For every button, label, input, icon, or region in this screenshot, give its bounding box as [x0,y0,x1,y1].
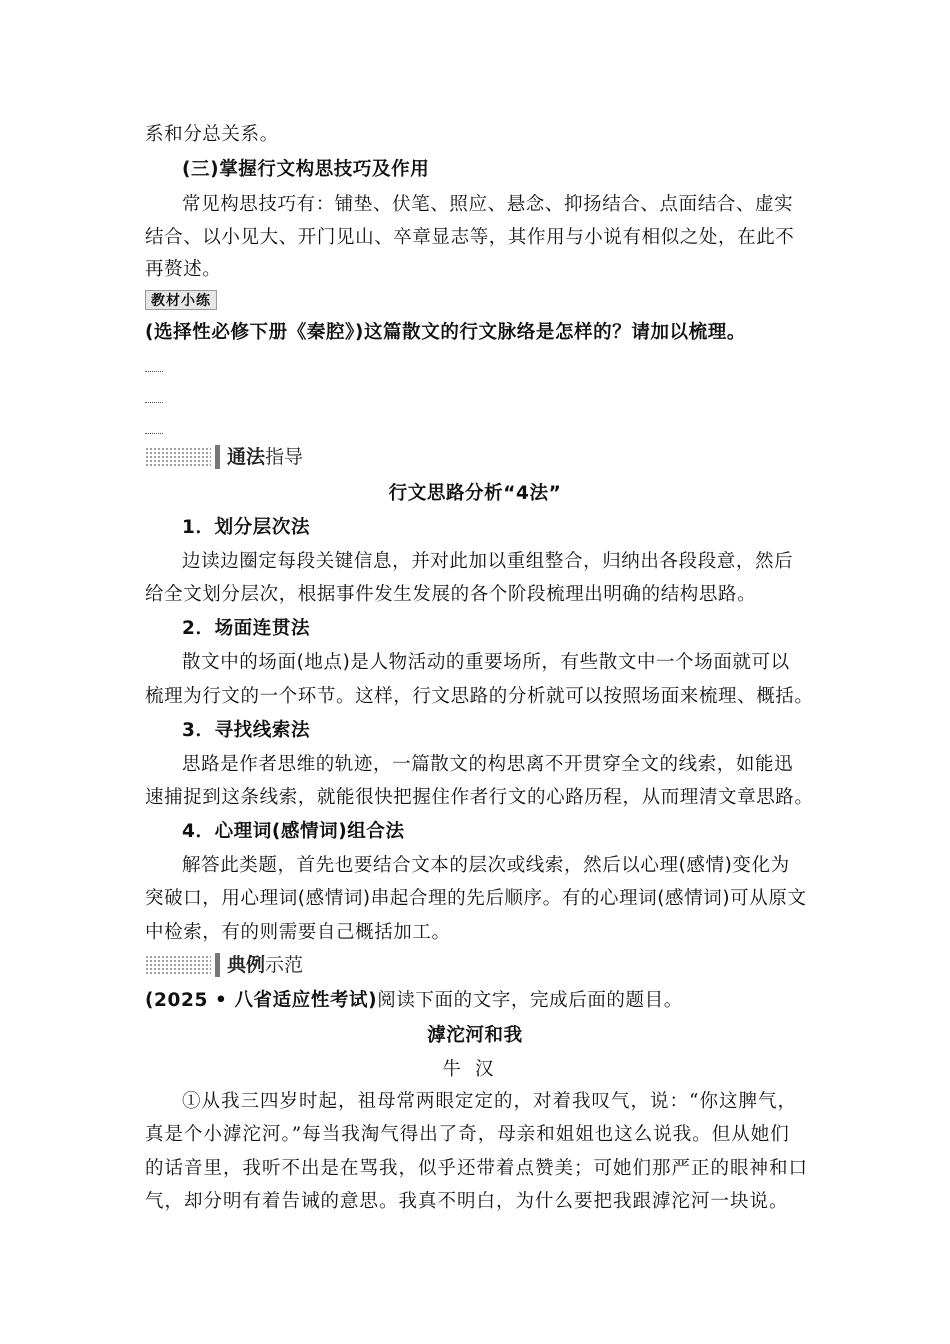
heading-three: (三)掌握行文构思技巧及作用 [182,159,430,180]
essay-line: 真是个小滹沱河。”每当我淘气得出了奇，母亲和姐姐也这么说我。但从她们 [145,1124,790,1145]
text-line: 速捕捉到这条线索，就能很快把握住作者行文的心路历程，从而理清文章思路。 [145,787,814,808]
section-dot-pattern [145,447,211,467]
answer-blank-line [145,433,163,434]
exercise-tag: 教材小练 [145,290,217,310]
method-3-title: 3．寻找线索法 [182,720,311,741]
essay-line: 气，却分明有着告诫的意思。我真不明白，为什么要把我跟滹沱河一块说。 [145,1191,789,1212]
section-title: 通法指导 [227,446,304,468]
answer-blank-line [145,371,163,372]
essay-line: 的话音里，我听不出是在骂我，似乎还带着点赞美；可她们那严正的眼神和口 [145,1158,809,1179]
answer-blank-line [145,402,163,403]
exercise-question: (选择性必修下册《秦腔》)这篇散文的行文脉络是怎样的？请加以梳理。 [145,322,746,343]
text-line: 系和分总关系。 [145,124,279,145]
method-1-title: 1．划分层次法 [182,517,311,538]
essay-line: ①从我三四岁时起，祖母常两眼定定的，对着我叹气，说：“你这脾气， [182,1091,797,1112]
essay-author: 牛汉 [442,1059,508,1080]
text-line: 常见构思技巧有：铺垫、伏笔、照应、悬念、抑扬结合、点面结合、虚实 [182,194,794,215]
text-line: 给全文划分层次，根据事件发生发展的各个阶段梳理出明确的结构思路。 [145,584,757,605]
method-subtitle: 行文思路分析“4法” [388,483,562,504]
text-line: 边读边圈定每段关键信息，并对此加以重组整合，归纳出各段段意，然后 [182,551,794,572]
method-2-title: 2．场面连贯法 [182,618,311,639]
text-line: 结合、以小见大、开门见山、卒章显志等，其作用与小说有相似之处，在此不 [145,227,795,248]
essay-title: 滹沱河和我 [427,1025,523,1046]
text-line: 散文中的场面(地点)是人物活动的重要场所，有些散文中一个场面就可以 [182,652,790,673]
text-line: 中检索，有的则需要自己概括加工。 [145,922,451,943]
method-4-title: 4．心理词(感情词)组合法 [182,821,405,842]
text-line: 思路是作者思维的轨迹，一篇散文的构思离不开贯穿全文的线索，如能迅 [182,754,794,775]
text-line: 梳理为行文的一个环节。这样，行文思路的分析就可以按照场面来梳理、概括。 [145,686,814,707]
text-line: 突破口，用心理词(感情词)串起合理的先后顺序。有的心理词(感情词)可从原文 [145,888,807,909]
example-source: (2025 • 八省适应性考试)阅读下面的文字，完成后面的题目。 [145,990,683,1011]
text-line: 再赘述。 [145,259,222,280]
section-title: 典例示范 [227,954,304,976]
section-bar [215,953,220,977]
section-bar [215,445,220,469]
text-line: 解答此类题，首先也要结合文本的层次或线索，然后以心理(感情)变化为 [182,855,790,876]
section-dot-pattern [145,955,211,975]
